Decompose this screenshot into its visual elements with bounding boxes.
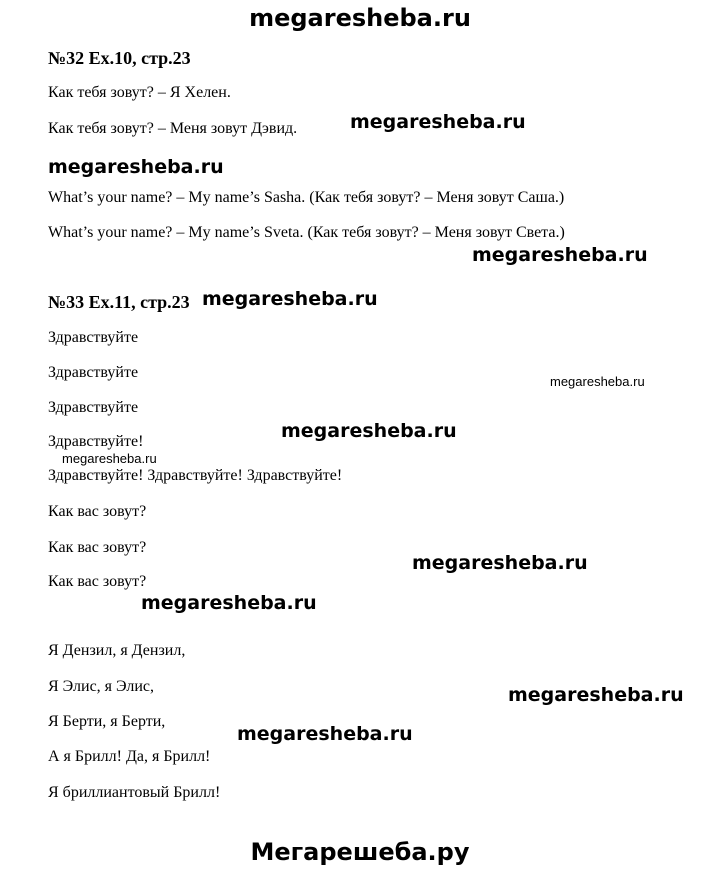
text-line: А я Брилл! Да, я Брилл! [48,748,211,765]
text-line: Здравствуйте [48,364,139,381]
text-line: Как тебя зовут? – Меня зовут Дэвид. [48,120,298,137]
text-line: Как вас зовут? [48,503,147,520]
text-line: Я Элис, я Элис, [48,678,155,695]
text-line: Я бриллиантовый Брилл! [48,784,221,801]
watermark: megaresheba.ru [281,420,457,442]
text-line: What’s your name? – My name’s Sveta. (Как тебя зовут? – Меня зовут Света.) [48,224,565,241]
watermark: megaresheba.ru [350,111,526,133]
text-line: Как вас зовут? [48,573,147,590]
site-footer: Мегарешеба.ру [250,838,470,866]
watermark: megaresheba.ru [412,552,588,574]
text-line: Здравствуйте [48,329,139,346]
watermark: megaresheba.ru [141,592,317,614]
watermark: megaresheba.ru [508,684,684,706]
watermark-small: megaresheba.ru [62,451,157,466]
text-line: Я Дензил, я Дензил, [48,642,186,659]
section-33-heading: №33 Ex.11, стр.23 [48,292,190,312]
text-line: Как тебя зовут? – Я Хелен. [48,84,231,101]
text-line: Здравствуйте! Здравствуйте! Здравствуйте! [48,467,343,484]
section-32-heading: №32 Ex.10, стр.23 [48,48,191,68]
watermark: megaresheba.ru [237,723,413,745]
site-header: megaresheba.ru [249,4,471,32]
text-line: What’s your name? – My name’s Sasha. (Как тебя зовут? – Меня зовут Саша.) [48,189,565,206]
text-line: Я Берти, я Берти, [48,713,166,730]
watermark: megaresheba.ru [202,288,378,310]
text-line: Здравствуйте [48,399,139,416]
text-line: Здравствуйте! [48,433,144,450]
text-line: Как вас зовут? [48,539,147,556]
watermark-small: megaresheba.ru [550,374,645,389]
watermark: megaresheba.ru [48,156,224,178]
watermark: megaresheba.ru [472,244,648,266]
